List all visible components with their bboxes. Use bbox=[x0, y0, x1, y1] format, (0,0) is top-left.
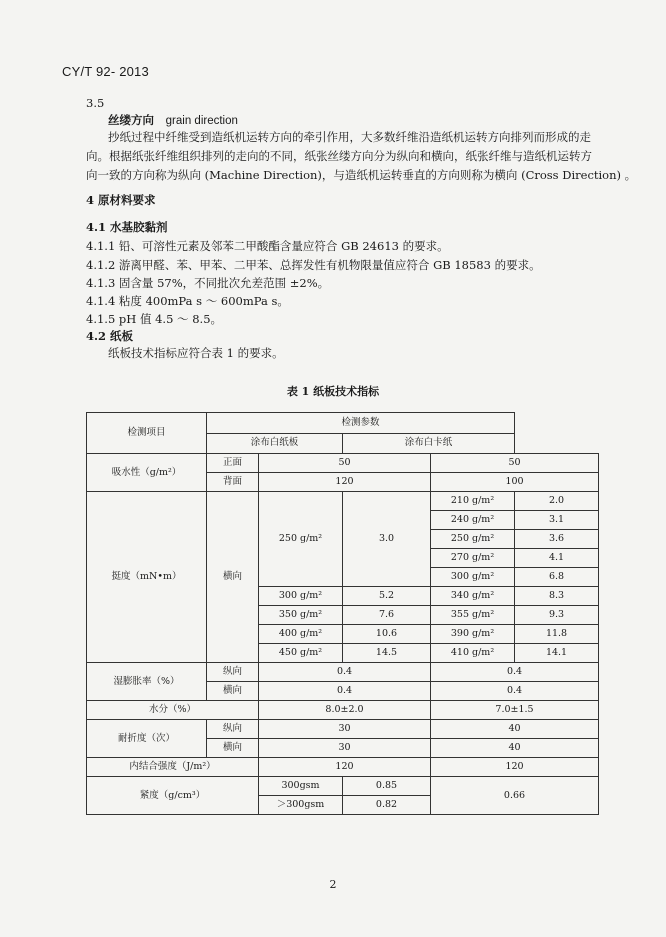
stiff-b-gsm: 300 g/m² bbox=[431, 568, 515, 587]
fold-row-md bbox=[87, 720, 599, 739]
item-4-1-2: 4.1.2 游离甲醛、苯、甲苯、二甲苯、总挥发性有机物限量值应符合 GB 18583 的要求。 bbox=[86, 258, 541, 272]
density-a1-val: 0.85 bbox=[343, 777, 431, 796]
bond-row bbox=[87, 758, 599, 777]
swell-a-md: 0.4 bbox=[259, 663, 431, 682]
bond-a: 120 bbox=[259, 758, 431, 777]
section-4-heading: 4 原材料要求 bbox=[86, 193, 156, 207]
stiff-a-gsm: 450 g/m² bbox=[259, 644, 343, 663]
standard-code: CY/T 92- 2013 bbox=[62, 64, 149, 79]
fold-a-md: 30 bbox=[259, 720, 431, 739]
stiff-dir: 横向 bbox=[207, 492, 259, 663]
stiff-b-val: 2.0 bbox=[515, 492, 599, 511]
head-params: 检测参数 bbox=[207, 413, 515, 434]
table-head-row-1 bbox=[87, 413, 599, 434]
item-4-1-3: 4.1.3 固含量 57%，不同批次允差范围 ±2%。 bbox=[86, 276, 330, 290]
stiff-a-val: 5.2 bbox=[343, 587, 431, 606]
stiff-b-gsm: 240 g/m² bbox=[431, 511, 515, 530]
definition-line-3: 向一致的方向称为纵向 (Machine Direction)，与造纸机运转垂直的方向则称为横向 (Cross Direction) 。 bbox=[86, 168, 637, 182]
stiff-b-gsm: 270 g/m² bbox=[431, 549, 515, 568]
absorb-b-back: 100 bbox=[431, 473, 599, 492]
stiff-b-val: 6.8 bbox=[515, 568, 599, 587]
swell-cd-label: 横向 bbox=[207, 682, 259, 701]
density-label: 紧度（g/cm³） bbox=[87, 777, 259, 815]
fold-label: 耐折度（次） bbox=[87, 720, 207, 758]
stiff-b-val: 14.1 bbox=[515, 644, 599, 663]
moisture-b: 7.0±1.5 bbox=[431, 701, 599, 720]
swell-row-md bbox=[87, 663, 599, 682]
spec-table bbox=[86, 412, 599, 815]
stiff-b-val: 4.1 bbox=[515, 549, 599, 568]
stiff-row-1 bbox=[87, 492, 599, 511]
stiff-b-val: 11.8 bbox=[515, 625, 599, 644]
table-caption: 表 1 纸板技术指标 bbox=[286, 385, 380, 398]
definition-line-2: 向。根据纸张纤维组织排列的走向的不同，纸张丝缕方向分为纵向和横向，纸张纤维与造纸机运转方 bbox=[86, 149, 592, 163]
density-row-1 bbox=[87, 777, 599, 796]
bond-label: 内结合强度（J/m²） bbox=[87, 758, 259, 777]
swell-b-md: 0.4 bbox=[431, 663, 599, 682]
fold-b-md: 40 bbox=[431, 720, 599, 739]
stiff-b-gsm: 250 g/m² bbox=[431, 530, 515, 549]
moisture-row bbox=[87, 701, 599, 720]
stiff-b-gsm: 410 g/m² bbox=[431, 644, 515, 663]
stiff-a-val: 3.0 bbox=[343, 492, 431, 587]
density-a2-val: 0.82 bbox=[343, 796, 431, 815]
head-col-a: 涂布白纸板 bbox=[207, 433, 343, 454]
absorb-label: 吸水性（g/m²） bbox=[87, 454, 207, 492]
density-a2-gsm: ＞300gsm bbox=[259, 796, 343, 815]
swell-label: 湿膨胀率（%） bbox=[87, 663, 207, 701]
stiff-b-gsm: 210 g/m² bbox=[431, 492, 515, 511]
absorb-b-front: 50 bbox=[431, 454, 599, 473]
fold-cd-label: 横向 bbox=[207, 739, 259, 758]
stiff-label: 挺度（mN•m） bbox=[87, 492, 207, 663]
stiff-b-val: 3.6 bbox=[515, 530, 599, 549]
moisture-label: 水分（%） bbox=[87, 701, 259, 720]
density-a1-gsm: 300gsm bbox=[259, 777, 343, 796]
absorb-a-back: 120 bbox=[259, 473, 431, 492]
stiff-a-val: 14.5 bbox=[343, 644, 431, 663]
stiff-b-gsm: 355 g/m² bbox=[431, 606, 515, 625]
stiff-a-gsm: 400 g/m² bbox=[259, 625, 343, 644]
section-4-2-text: 纸板技术指标应符合表 1 的要求。 bbox=[108, 346, 284, 360]
page-number: 2 bbox=[329, 878, 337, 891]
swell-a-cd: 0.4 bbox=[259, 682, 431, 701]
density-b: 0.66 bbox=[431, 777, 599, 815]
item-4-1-5: 4.1.5 pH 值 4.5 ～ 8.5。 bbox=[86, 312, 223, 326]
absorb-a-front: 50 bbox=[259, 454, 431, 473]
fold-a-cd: 30 bbox=[259, 739, 431, 758]
absorb-back-label: 背面 bbox=[207, 473, 259, 492]
item-4-1-1: 4.1.1 铅、可溶性元素及邻苯二甲酸酯含量应符合 GB 24613 的要求。 bbox=[86, 239, 449, 253]
absorb-front-label: 正面 bbox=[207, 454, 259, 473]
stiff-b-gsm: 340 g/m² bbox=[431, 587, 515, 606]
term-cn: 丝缕方向 bbox=[108, 113, 154, 127]
section-4-2-heading: 4.2 纸板 bbox=[86, 329, 134, 343]
head-item: 检测项目 bbox=[87, 413, 207, 454]
fold-md-label: 纵向 bbox=[207, 720, 259, 739]
moisture-a: 8.0±2.0 bbox=[259, 701, 431, 720]
swell-b-cd: 0.4 bbox=[431, 682, 599, 701]
stiff-a-gsm: 250 g/m² bbox=[259, 492, 343, 587]
stiff-b-val: 9.3 bbox=[515, 606, 599, 625]
swell-md-label: 纵向 bbox=[207, 663, 259, 682]
stiff-b-val: 8.3 bbox=[515, 587, 599, 606]
stiff-a-val: 7.6 bbox=[343, 606, 431, 625]
item-4-1-4: 4.1.4 粘度 400mPa s ～ 600mPa s。 bbox=[86, 294, 289, 308]
section-4-1-heading: 4.1 水基胶黏剂 bbox=[86, 220, 168, 234]
stiff-a-gsm: 300 g/m² bbox=[259, 587, 343, 606]
term-en: grain direction bbox=[165, 115, 238, 127]
stiff-a-gsm: 350 g/m² bbox=[259, 606, 343, 625]
definition-line-1: 抄纸过程中纤维受到造纸机运转方向的牵引作用，大多数纤维沿造纸机运转方向排列而形成的走 bbox=[108, 130, 591, 144]
section-3-5-number: 3.5 bbox=[86, 96, 105, 110]
stiff-b-gsm: 390 g/m² bbox=[431, 625, 515, 644]
stiff-a-val: 10.6 bbox=[343, 625, 431, 644]
head-col-b: 涂布白卡纸 bbox=[343, 433, 515, 454]
absorb-row-front bbox=[87, 454, 599, 473]
fold-b-cd: 40 bbox=[431, 739, 599, 758]
stiff-b-val: 3.1 bbox=[515, 511, 599, 530]
bond-b: 120 bbox=[431, 758, 599, 777]
